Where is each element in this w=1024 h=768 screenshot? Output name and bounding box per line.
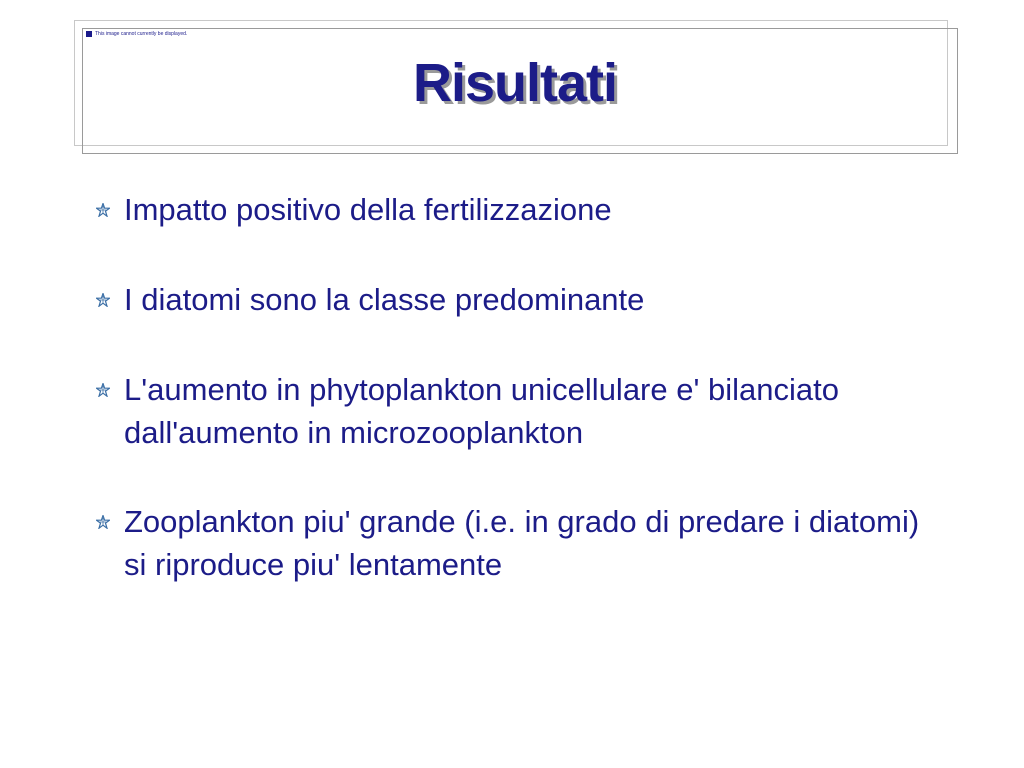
bullet-list [96,188,946,632]
star-bullet-icon [96,500,124,544]
star-bullet-icon [96,278,124,322]
star-bullet-icon [96,188,124,232]
broken-image-icon [86,31,92,37]
image-placeholder [86,31,187,37]
bullet-item [96,188,946,232]
bullet-text: Zooplankton piu' grande (i.e. in grado di predare i diatomi) si riproduce piu' lentamente [124,504,920,582]
bullet-item [96,368,946,454]
bullet-item [96,500,946,586]
bullet-text: Impatto positivo della fertilizzazione [124,192,612,227]
star-bullet-icon [96,368,124,412]
image-placeholder-text: This image cannot currently be displayed. [95,31,188,37]
title-container [0,52,1024,114]
bullet-text: I diatomi sono la classe predominante [124,282,645,317]
slide-title: Risultati [412,53,618,113]
bullet-item [96,278,946,322]
bullet-text: L'aumento in phytoplankton unicellulare e' bilanciato dall'aumento in microzooplankton [124,372,839,450]
